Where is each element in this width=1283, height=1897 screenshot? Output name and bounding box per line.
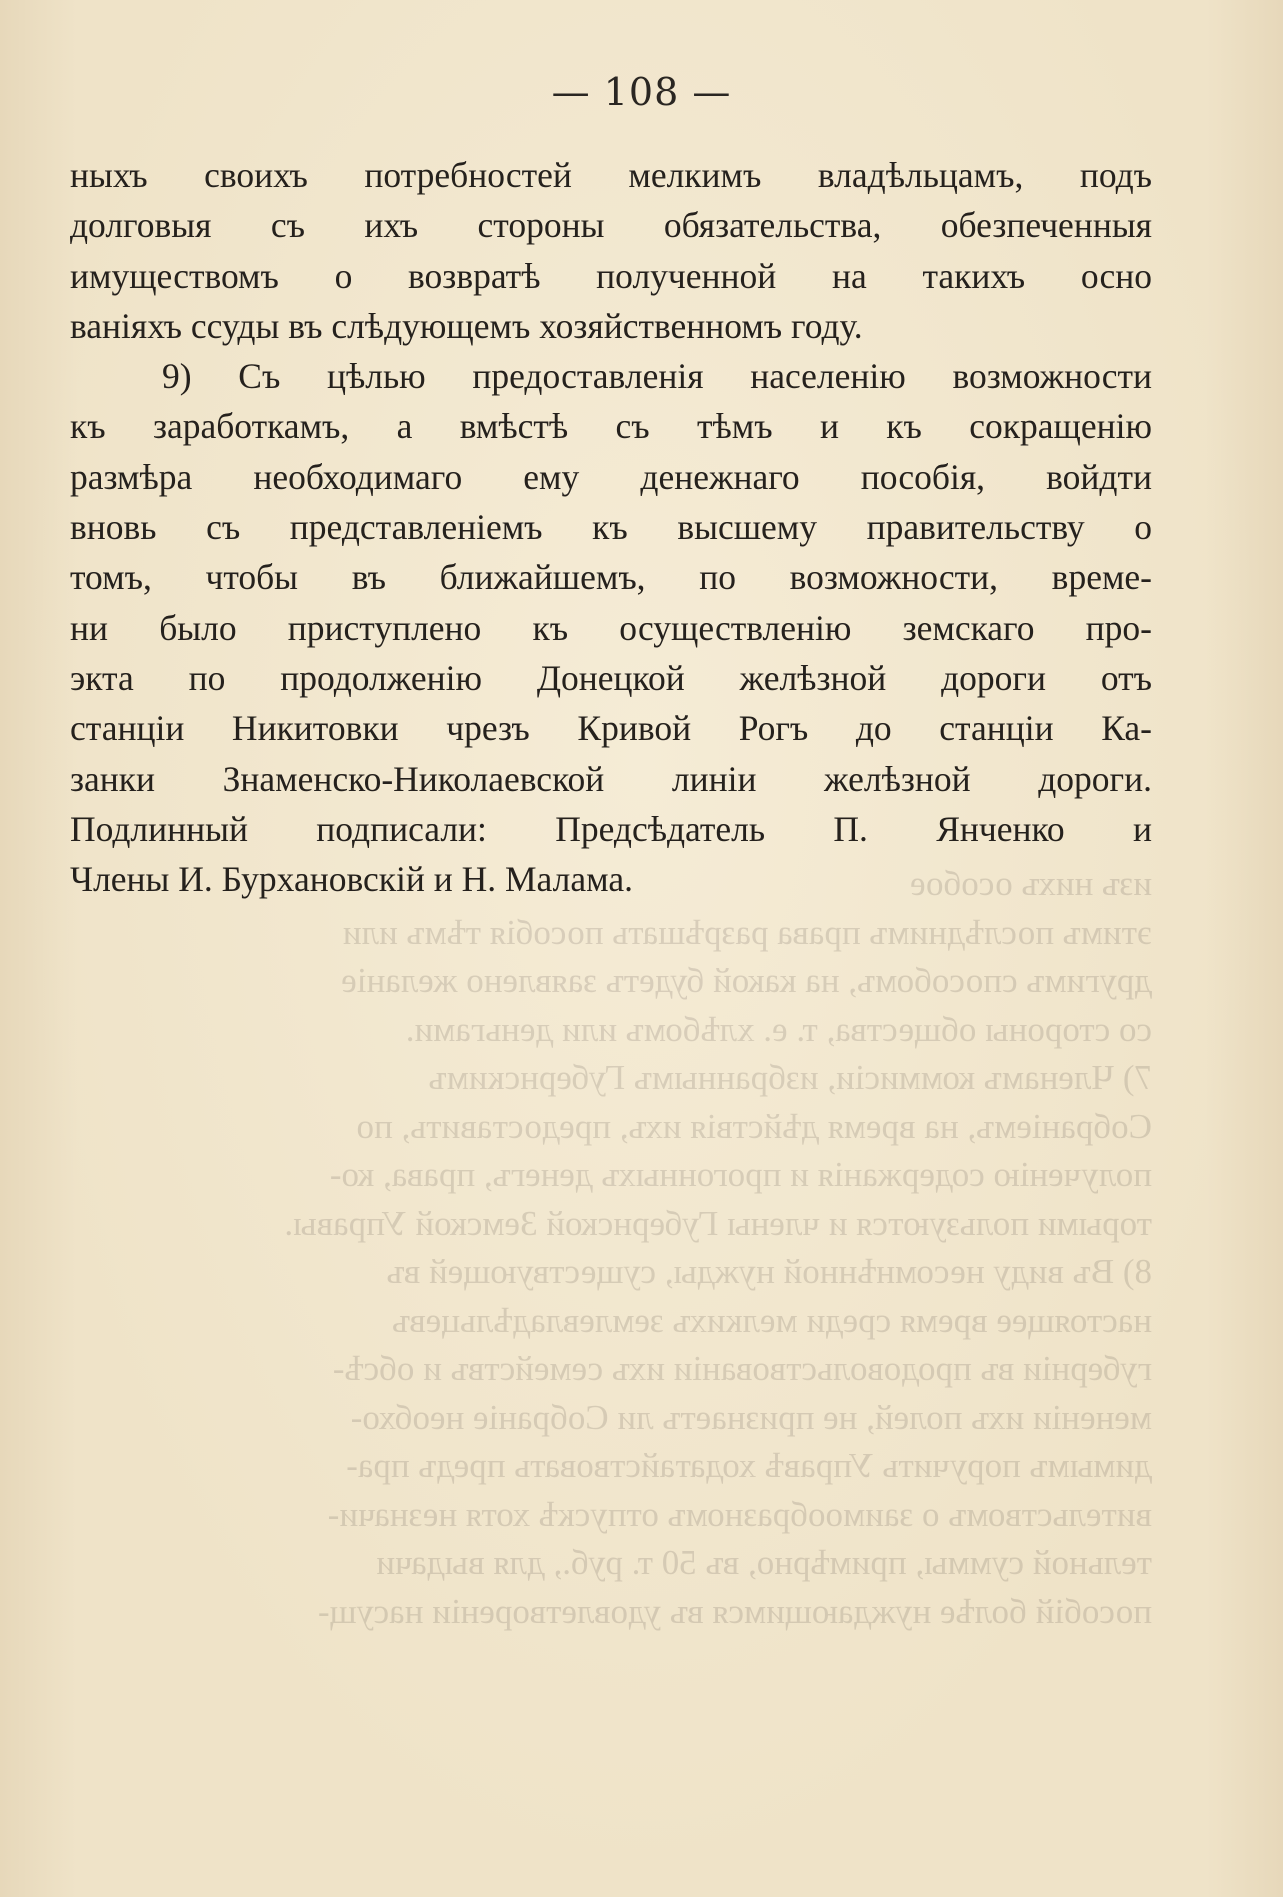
- bleed-line: вительствомъ о заимообразномъ отпускѣ хотя незначи-: [327, 1494, 1152, 1534]
- bleed-line: мененіи ихъ полей, не признаетъ ли Собраніе необхо-: [350, 1397, 1152, 1437]
- bleed-line: изъ нихъ особое: [910, 864, 1152, 903]
- bleed-line: Собраніемъ, на время дѣйствія ихъ, предоставить, по: [356, 1106, 1152, 1146]
- text-line: экта по продолженію Донецкой желѣзной дороги отъ: [70, 657, 1152, 698]
- text-line: томъ, чтобы въ ближайшемъ, по возможности, време-: [70, 557, 1152, 598]
- text-line: ваніяхъ ссуды въ слѣдующемъ хозяйственномъ году.: [70, 305, 863, 346]
- text-line: имуществомъ о возвратѣ полученной на такихъ осно: [70, 255, 1152, 296]
- text-line: Подлинный подписали: Предсѣдатель П. Янченко и: [70, 808, 1152, 849]
- text-line: занки Знаменско-Николаевской линіи желѣзной дороги.: [70, 758, 1152, 799]
- text-line: Члены И. Бурхановскій и Н. Малама.: [70, 859, 633, 900]
- text-line: станціи Никитовки чрезъ Кривой Рогъ до станціи Ка-: [70, 708, 1152, 749]
- text-line: 9) Съ цѣлью предоставленія населенію возможности: [162, 356, 1152, 397]
- bleed-line: другимъ способомъ, на какой будетъ заявлено желаніе: [341, 961, 1152, 1000]
- bleed-line: димымъ поручить Управѣ ходатайствовать предъ пра-: [346, 1446, 1152, 1485]
- bleed-line: торыми пользуются и члены Губернской Земской Управы.: [284, 1203, 1152, 1243]
- text-line: ни было приступлено къ осуществленію земскаго про-: [70, 607, 1152, 648]
- bleed-line: тельной суммы, примѣрно, въ 50 т. руб., для выдачи: [376, 1543, 1152, 1582]
- body-text: [70, 150, 1152, 904]
- bleed-line: 8) Въ виду несомнѣнной нужды, существующей въ: [386, 1252, 1152, 1291]
- bleed-line: полученію содержанія и прогонныхъ денегъ, права, ко-: [329, 1155, 1152, 1194]
- bleed-line: этимъ послѣднимъ права разрѣшать пособія тѣмъ или: [342, 912, 1152, 952]
- bleed-line: пособій болѣе нуждающимся въ удовлетвореніи насущ-: [317, 1591, 1152, 1631]
- bleed-line: со стороны общества, т. е. хлѣбомъ или деньгами.: [405, 1009, 1152, 1049]
- text-line: вновь съ представленіемъ къ высшему правительству о: [70, 507, 1152, 548]
- text-line: размѣра необходимаго ему денежнаго пособія, войдти: [70, 456, 1152, 497]
- bleed-line: 7) Членамъ коммисіи, избраннымъ Губернскимъ: [428, 1058, 1152, 1097]
- bleed-line: настоящее время среди мелкихъ землевладѣльцевъ: [391, 1300, 1152, 1340]
- text-line: къ заработкамъ, а вмѣстѣ съ тѣмъ и къ сокращенію: [70, 406, 1152, 447]
- text-line: ныхъ своихъ потребностей мелкимъ владѣльцамъ, подъ: [70, 155, 1152, 195]
- text-line: долговыя съ ихъ стороны обязательства, обезпеченныя: [70, 205, 1152, 246]
- page-number: — 108 —: [551, 70, 732, 114]
- reverse-side-bleed-through: [70, 860, 1152, 1636]
- bleed-line: губерніи въ продовольствованіи ихъ семействъ и обсѣ-: [332, 1349, 1152, 1388]
